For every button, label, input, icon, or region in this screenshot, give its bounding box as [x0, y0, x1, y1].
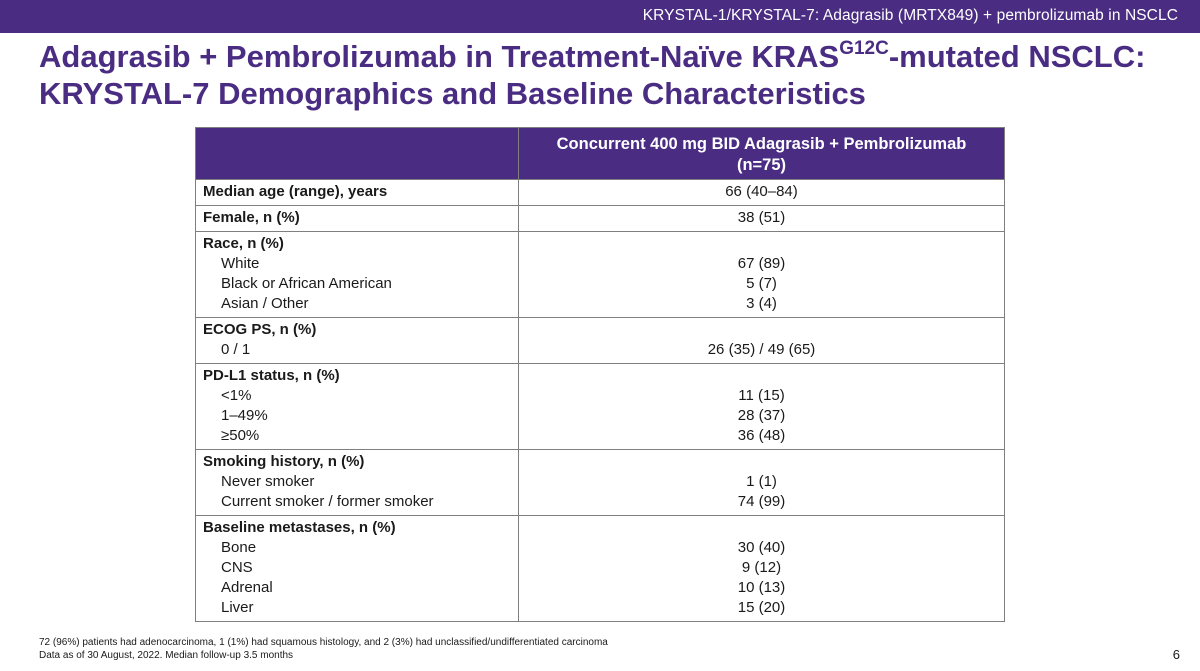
item-value: 28 (37)	[737, 407, 786, 424]
row-label-cell	[196, 450, 519, 516]
table-row	[196, 318, 1005, 364]
item-value: 10 (13)	[737, 579, 786, 596]
item-value: 1 (1)	[746, 473, 777, 490]
group-label: Female, n (%)	[203, 209, 300, 226]
row-label-cell	[196, 206, 519, 232]
item-value: 9 (12)	[741, 559, 782, 576]
group-value	[523, 518, 1000, 538]
column-header	[519, 128, 1005, 180]
item-value: 3 (4)	[746, 295, 777, 312]
footnotes	[39, 637, 608, 662]
item-label: ≥50%	[221, 427, 260, 444]
row-label-cell	[196, 516, 519, 622]
row-value-cell	[519, 516, 1005, 622]
title-superscript: G12C	[839, 38, 889, 59]
group-value: 38 (51)	[737, 209, 786, 226]
footnote-line: Data as of 30 August, 2022. Median follow-up 3.5 months	[39, 649, 294, 661]
row-label-cell	[196, 318, 519, 364]
group-value: 66 (40–84)	[725, 183, 798, 200]
item-value: 30 (40)	[737, 539, 786, 556]
item-value: 26 (35) / 49 (65)	[707, 341, 816, 358]
item-value: 11 (15)	[738, 387, 785, 404]
column-header-line2: (n=75)	[736, 155, 787, 174]
item-label: CNS	[221, 559, 253, 576]
footnote-line: 72 (96%) patients had adenocarcinoma, 1 (1%) had squamous histology, and 2 (3%) had unclassified/undifferentiated carcinoma	[39, 637, 608, 648]
table-row	[196, 180, 1005, 206]
slide-title	[39, 38, 1169, 112]
item-label: White	[221, 255, 260, 272]
row-label-cell	[196, 180, 519, 206]
item-label: Current smoker / former smoker	[221, 493, 434, 510]
group-value	[523, 320, 1000, 340]
group-label: Smoking history, n (%)	[203, 453, 365, 470]
table-body	[196, 180, 1005, 622]
row-value-cell	[519, 318, 1005, 364]
row-value-cell	[519, 206, 1005, 232]
item-label: Adrenal	[221, 579, 273, 596]
banner-text: KRYSTAL-1/KRYSTAL-7: Adagrasib (MRTX849) + pembrolizumab in NSCLC	[642, 7, 1178, 24]
table-row	[196, 516, 1005, 622]
title-line1-pre: Adagrasib + Pembrolizumab in Treatment-Naïve KRAS	[39, 39, 840, 74]
item-label: <1%	[221, 387, 252, 404]
group-value	[523, 366, 1000, 386]
group-label: ECOG PS, n (%)	[203, 321, 317, 338]
row-value-cell	[519, 180, 1005, 206]
row-value-cell	[519, 450, 1005, 516]
item-value: 74 (99)	[737, 493, 786, 510]
page-number: 6	[1172, 647, 1180, 662]
table-header-row	[196, 128, 1005, 180]
item-label: Liver	[221, 599, 254, 616]
demographics-table	[195, 127, 1005, 622]
group-label: Race, n (%)	[203, 235, 284, 252]
table-row	[196, 232, 1005, 318]
group-label: Baseline metastases, n (%)	[203, 519, 396, 536]
item-value: 36 (48)	[737, 427, 786, 444]
item-value: 67 (89)	[737, 255, 786, 272]
column-header-line1: Concurrent 400 mg BID Adagrasib + Pembrolizumab	[556, 134, 967, 153]
table-row	[196, 364, 1005, 450]
top-banner	[0, 0, 1200, 33]
table-row	[196, 450, 1005, 516]
item-label: Black or African American	[221, 275, 392, 292]
row-value-cell	[519, 364, 1005, 450]
group-label: Median age (range), years	[203, 183, 388, 200]
item-label: Asian / Other	[221, 295, 309, 312]
title-line2: KRYSTAL-7 Demographics and Baseline Characteristics	[39, 76, 866, 111]
title-line1-post: -mutated NSCLC:	[888, 39, 1146, 74]
header-blank-cell	[196, 128, 519, 180]
table-row	[196, 206, 1005, 232]
item-label: 0 / 1	[221, 341, 251, 358]
row-value-cell	[519, 232, 1005, 318]
group-value	[523, 234, 1000, 254]
group-value	[523, 452, 1000, 472]
row-label-cell	[196, 364, 519, 450]
item-label: Never smoker	[221, 473, 315, 490]
row-label-cell	[196, 232, 519, 318]
item-label: Bone	[221, 539, 257, 556]
item-value: 5 (7)	[746, 275, 777, 292]
item-label: 1–49%	[221, 407, 268, 424]
group-label: PD-L1 status, n (%)	[203, 367, 340, 384]
item-value: 15 (20)	[737, 599, 786, 616]
